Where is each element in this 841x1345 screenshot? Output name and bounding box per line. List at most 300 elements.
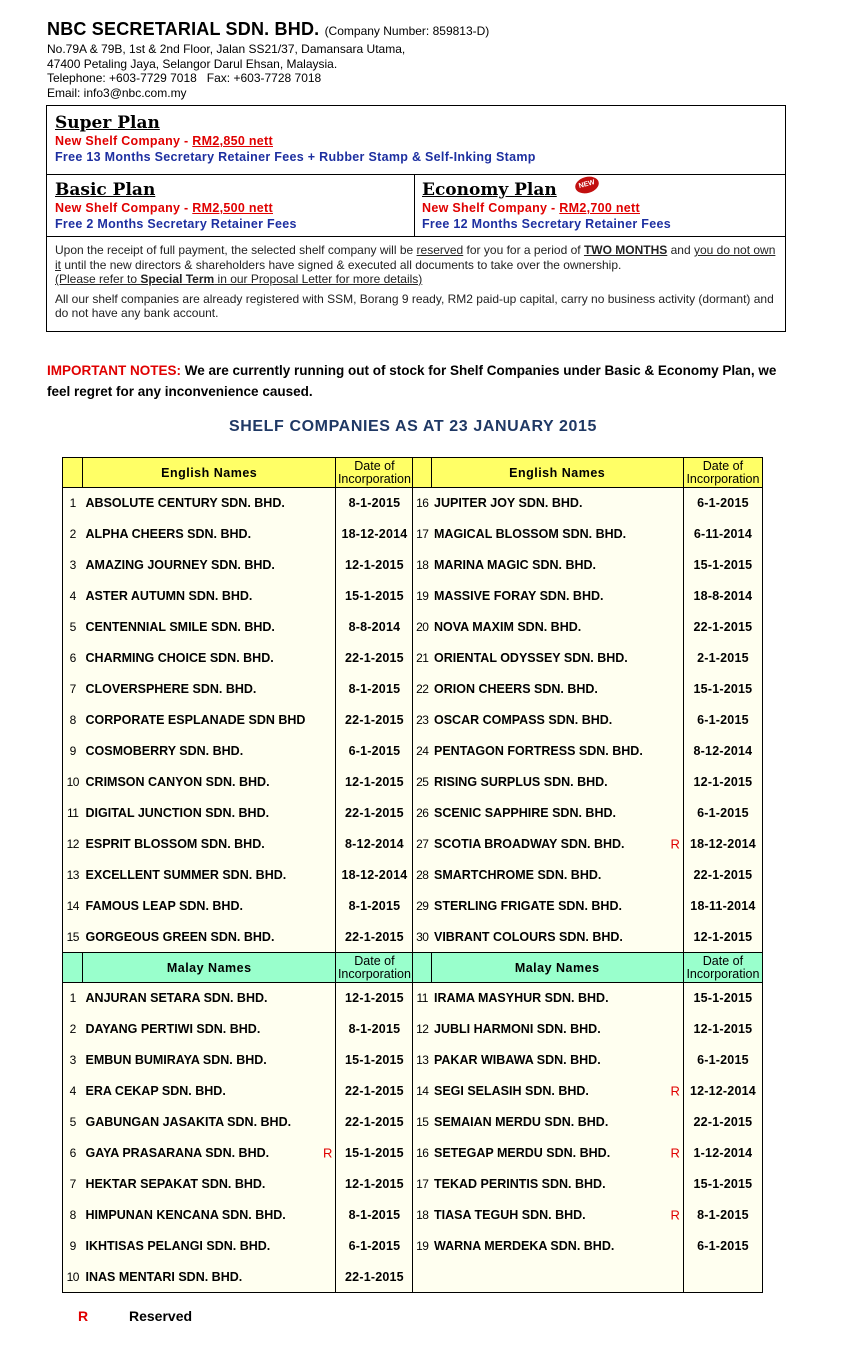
terms-text-d: until the new directors & shareholders have signed & executed all documents to take over the ownership. xyxy=(61,257,622,272)
company-name-cell xyxy=(83,1231,336,1262)
terms-paragraph-1 xyxy=(55,243,777,287)
row-number: 8 xyxy=(63,1200,83,1231)
row-number: 30 xyxy=(413,922,431,953)
incorporation-date: 15-1-2015 xyxy=(683,550,762,581)
super-plan-price xyxy=(55,133,785,149)
row-number: 12 xyxy=(63,829,83,860)
company-name-cell xyxy=(431,1231,683,1262)
company-name-text: GABUNGAN JASAKITA SDN. BHD. xyxy=(85,1115,292,1129)
company-name-cell xyxy=(431,705,683,736)
incorporation-date: 12-1-2015 xyxy=(336,550,413,581)
incorporation-date: 12-12-2014 xyxy=(683,1076,762,1107)
company-name-text: MARINA MAGIC SDN. BHD. xyxy=(434,558,597,572)
important-text: We are currently running out of stock for Shelf Companies under Basic & Economy Plan, we feel regret for any inconvenience caused. xyxy=(47,363,777,399)
reserved-legend-mark: R xyxy=(78,1308,89,1324)
company-name-text: GORGEOUS GREEN SDN. BHD. xyxy=(85,929,275,944)
company-name-text: HEKTAR SEPAKAT SDN. BHD. xyxy=(85,1177,266,1191)
economy-plan-title: Economy Plan xyxy=(422,180,557,200)
company-header xyxy=(47,18,807,100)
names-header: Malay Names xyxy=(83,953,336,983)
reserved-mark: R xyxy=(670,1145,680,1161)
economy-plan-desc: Free 12 Months Secretary Retainer Fees xyxy=(422,217,672,231)
incorporation-date: 1-12-2014 xyxy=(683,1138,762,1169)
company-name-text: DAYANG PERTIWI SDN. BHD. xyxy=(85,1022,261,1036)
company-name-cell xyxy=(83,829,336,860)
company-name-cell xyxy=(431,1076,683,1107)
company-name-cell xyxy=(83,705,336,736)
date-header-line-1: Date of xyxy=(702,458,744,473)
row-number xyxy=(413,1262,431,1293)
company-name-text: SCOTIA BROADWAY SDN. BHD. xyxy=(434,837,625,851)
company-name-cell xyxy=(83,1169,336,1200)
company-name-cell xyxy=(431,1200,683,1231)
reserved-mark: R xyxy=(670,836,680,852)
incorporation-date: 6-1-2015 xyxy=(336,1231,413,1262)
date-header xyxy=(683,458,762,488)
company-name-cell xyxy=(431,1169,683,1200)
row-number: 29 xyxy=(413,891,431,922)
incorporation-date: 8-1-2015 xyxy=(336,1014,413,1045)
company-name-cell xyxy=(83,1014,336,1045)
table-row xyxy=(63,612,763,643)
company-name-text: ORION CHEERS SDN. BHD. xyxy=(434,682,598,696)
company-name-text: IKHTISAS PELANGI SDN. BHD. xyxy=(85,1239,271,1253)
super-plan-title: Super Plan xyxy=(55,113,160,133)
row-number: 5 xyxy=(63,612,83,643)
company-name-cell xyxy=(83,1138,336,1169)
incorporation-date: 2-1-2015 xyxy=(683,643,762,674)
table-row xyxy=(63,643,763,674)
terms-two-months: TWO MONTHS xyxy=(583,243,668,257)
terms-paragraph-2: All our shelf companies are already registered with SSM, Borang 9 ready, RM2 paid-up capital, carry no business activity (dormant) and do not have any bank account. xyxy=(55,291,774,320)
economy-plan-price xyxy=(422,200,785,216)
basic-plan-price xyxy=(55,200,414,216)
row-number: 20 xyxy=(413,612,431,643)
company-name-text: ABSOLUTE CENTURY SDN. BHD. xyxy=(85,496,285,511)
date-header-line-2: Incorporation xyxy=(337,966,411,981)
new-badge-icon: NEW xyxy=(573,174,600,196)
incorporation-date: 22-1-2015 xyxy=(336,922,413,953)
table-row xyxy=(63,1231,763,1262)
row-number: 2 xyxy=(63,519,83,550)
company-name-cell xyxy=(431,519,683,550)
basic-plan-price-value: RM2,500 nett xyxy=(192,201,273,215)
basic-plan-desc: Free 2 Months Secretary Retainer Fees xyxy=(55,217,297,231)
date-header xyxy=(336,953,413,983)
company-name-text: EMBUN BUMIRAYA SDN. BHD. xyxy=(85,1053,267,1067)
reserved-legend-text: Reserved xyxy=(129,1308,193,1324)
date-header xyxy=(683,953,762,983)
row-number: 14 xyxy=(63,891,83,922)
incorporation-date: 22-1-2015 xyxy=(683,1107,762,1138)
row-number: 8 xyxy=(63,705,83,736)
company-name-cell xyxy=(431,798,683,829)
row-number: 9 xyxy=(63,1231,83,1262)
company-name-cell xyxy=(83,1076,336,1107)
names-header: Malay Names xyxy=(431,953,683,983)
row-number: 17 xyxy=(413,519,431,550)
incorporation-date: 18-12-2014 xyxy=(683,829,762,860)
row-number: 22 xyxy=(413,674,431,705)
company-name-text: PENTAGON FORTRESS SDN. BHD. xyxy=(434,744,643,758)
row-number: 27 xyxy=(413,829,431,860)
row-number: 12 xyxy=(413,1014,431,1045)
incorporation-date: 22-1-2015 xyxy=(336,1107,413,1138)
incorporation-date: 8-12-2014 xyxy=(683,736,762,767)
company-name-text: ASTER AUTUMN SDN. BHD. xyxy=(85,589,253,603)
company-name-cell xyxy=(431,922,683,953)
company-name-text: JUPITER JOY SDN. BHD. xyxy=(434,496,583,511)
row-number: 24 xyxy=(413,736,431,767)
table-row xyxy=(63,860,763,891)
super-plan xyxy=(47,106,785,175)
company-name-text: CLOVERSPHERE SDN. BHD. xyxy=(85,682,257,696)
incorporation-date: 8-1-2015 xyxy=(683,1200,762,1231)
company-name-cell xyxy=(83,891,336,922)
incorporation-date: 15-1-2015 xyxy=(683,983,762,1014)
company-name-cell xyxy=(83,767,336,798)
economy-plan-price-prefix: New Shelf Company - xyxy=(422,201,560,215)
table-row xyxy=(63,1045,763,1076)
company-name-cell xyxy=(83,798,336,829)
terms-text xyxy=(47,237,785,326)
date-header-line-2: Incorporation xyxy=(337,471,411,486)
super-plan-desc: Free 13 Months Secretary Retainer Fees + Rubber Stamp & Self-Inking Stamp xyxy=(55,150,536,164)
row-number: 23 xyxy=(413,705,431,736)
company-name-cell xyxy=(83,612,336,643)
company-name-cell xyxy=(83,1200,336,1231)
row-number: 4 xyxy=(63,1076,83,1107)
row-number: 16 xyxy=(413,488,431,519)
incorporation-date: 18-12-2014 xyxy=(336,860,413,891)
company-name-text: FAMOUS LEAP SDN. BHD. xyxy=(85,899,243,913)
incorporation-date: 15-1-2015 xyxy=(683,1169,762,1200)
incorporation-date: 22-1-2015 xyxy=(336,705,413,736)
header-blank xyxy=(413,953,431,983)
super-plan-price-value: RM2,850 nett xyxy=(192,134,273,148)
incorporation-date: 15-1-2015 xyxy=(683,674,762,705)
date-header-line-2: Incorporation xyxy=(686,966,760,981)
date-header-line-1: Date of xyxy=(354,953,395,968)
table-row xyxy=(63,519,763,550)
table-row xyxy=(63,1169,763,1200)
incorporation-date: 12-1-2015 xyxy=(683,922,762,953)
incorporation-date: 12-1-2015 xyxy=(683,1014,762,1045)
row-number: 10 xyxy=(63,767,83,798)
table-row xyxy=(63,1076,763,1107)
row-number: 3 xyxy=(63,1045,83,1076)
company-name-cell xyxy=(83,983,336,1014)
row-number: 3 xyxy=(63,550,83,581)
row-number: 2 xyxy=(63,1014,83,1045)
table-row xyxy=(63,891,763,922)
legend xyxy=(78,1308,193,1324)
incorporation-date: 18-11-2014 xyxy=(683,891,762,922)
incorporation-date: 18-8-2014 xyxy=(683,581,762,612)
company-name-text: SEMAIAN MERDU SDN. BHD. xyxy=(434,1115,609,1129)
table-row xyxy=(63,767,763,798)
company-name-text: WARNA MERDEKA SDN. BHD. xyxy=(434,1239,615,1253)
company-name-text: IRAMA MASYHUR SDN. BHD. xyxy=(434,991,609,1006)
reserved-mark: R xyxy=(322,1145,333,1161)
company-name-text: SCENIC SAPPHIRE SDN. BHD. xyxy=(434,806,616,820)
company-name-cell xyxy=(431,767,683,798)
row-number: 26 xyxy=(413,798,431,829)
incorporation-date: 12-1-2015 xyxy=(336,1169,413,1200)
row-number: 28 xyxy=(413,860,431,891)
row-number: 21 xyxy=(413,643,431,674)
row-number: 1 xyxy=(63,488,83,519)
incorporation-date: 6-11-2014 xyxy=(683,519,762,550)
company-name-text: CRIMSON CANYON SDN. BHD. xyxy=(85,775,270,789)
company-name-cell xyxy=(431,643,683,674)
company-number: (Company Number: 859813-D) xyxy=(324,24,490,38)
incorporation-date: 12-1-2015 xyxy=(683,767,762,798)
table-row xyxy=(63,983,763,1014)
economy-plan xyxy=(415,175,785,237)
table-row xyxy=(63,1200,763,1231)
company-name-line xyxy=(47,18,807,42)
incorporation-date: 6-1-2015 xyxy=(683,1231,762,1262)
company-name-cell xyxy=(431,488,683,519)
company-name-text: JUBLI HARMONI SDN. BHD. xyxy=(434,1022,601,1036)
company-name-text: NOVA MAXIM SDN. BHD. xyxy=(434,620,582,634)
company-name-cell xyxy=(83,1262,336,1293)
incorporation-date: 18-12-2014 xyxy=(336,519,413,550)
table-row xyxy=(63,736,763,767)
incorporation-date: 8-8-2014 xyxy=(336,612,413,643)
row-number: 16 xyxy=(413,1138,431,1169)
table-row xyxy=(63,829,763,860)
company-name-text: GAYA PRASARANA SDN. BHD. xyxy=(85,1146,270,1160)
incorporation-date: 15-1-2015 xyxy=(336,581,413,612)
terms-text-b: for you for a period of xyxy=(463,243,584,257)
incorporation-date: 22-1-2015 xyxy=(683,860,762,891)
row-number: 4 xyxy=(63,581,83,612)
incorporation-date: 15-1-2015 xyxy=(336,1045,413,1076)
super-plan-price-prefix: New Shelf Company - xyxy=(55,134,193,148)
terms-not-own: you do not own it xyxy=(55,243,776,272)
table-row xyxy=(63,922,763,953)
company-name-text: OSCAR COMPASS SDN. BHD. xyxy=(434,713,613,727)
row-number: 13 xyxy=(413,1045,431,1076)
reserved-mark: R xyxy=(670,1207,680,1223)
date-header-line-2: Incorporation xyxy=(686,471,760,486)
company-name-cell xyxy=(83,643,336,674)
header-blank xyxy=(413,458,431,488)
company-name-cell xyxy=(83,550,336,581)
incorporation-date: 8-1-2015 xyxy=(336,488,413,519)
company-name-cell xyxy=(431,1045,683,1076)
company-name-cell xyxy=(83,1045,336,1076)
company-name-text: PAKAR WIBAWA SDN. BHD. xyxy=(434,1053,601,1067)
company-name-cell xyxy=(431,1262,683,1293)
row-number: 19 xyxy=(413,1231,431,1262)
address-line-1: No.79A & 79B, 1st & 2nd Floor, Jalan SS21/37, Damansara Utama, xyxy=(47,42,406,56)
company-name-cell xyxy=(431,581,683,612)
company-name-cell xyxy=(83,488,336,519)
company-name-text: VIBRANT COLOURS SDN. BHD. xyxy=(434,929,623,944)
company-name-text: RISING SURPLUS SDN. BHD. xyxy=(434,775,608,789)
table-row xyxy=(63,550,763,581)
row-number: 5 xyxy=(63,1107,83,1138)
date-header-line-1: Date of xyxy=(354,458,395,473)
important-label: IMPORTANT NOTES: xyxy=(47,363,181,378)
company-name-text: STERLING FRIGATE SDN. BHD. xyxy=(434,899,622,913)
row-number: 7 xyxy=(63,674,83,705)
table-row xyxy=(63,488,763,519)
row-number: 7 xyxy=(63,1169,83,1200)
company-name-cell xyxy=(83,1107,336,1138)
company-name-text: MAGICAL BLOSSOM SDN. BHD. xyxy=(434,527,627,541)
email: Email: info3@nbc.com.my xyxy=(47,85,187,100)
basic-plan-title: Basic Plan xyxy=(55,180,156,200)
english-header-row xyxy=(63,458,763,488)
table-row xyxy=(63,1014,763,1045)
incorporation-date: 6-1-2015 xyxy=(683,488,762,519)
company-name-text: HIMPUNAN KENCANA SDN. BHD. xyxy=(85,1208,286,1222)
company-name-cell xyxy=(83,736,336,767)
row-number: 9 xyxy=(63,736,83,767)
company-name-text: AMAZING JOURNEY SDN. BHD. xyxy=(85,558,275,572)
company-name-text: CHARMING CHOICE SDN. BHD. xyxy=(85,651,274,665)
row-number: 18 xyxy=(413,550,431,581)
company-name-cell xyxy=(83,860,336,891)
telephone-fax: Telephone: +603-7729 7018 Fax: +603-7728 7018 xyxy=(47,71,322,86)
company-name-cell xyxy=(83,581,336,612)
date-header-line-1: Date of xyxy=(702,953,744,968)
company-name-cell xyxy=(431,736,683,767)
table-row xyxy=(63,1138,763,1169)
company-name-text: SMARTCHROME SDN. BHD. xyxy=(434,868,602,882)
company-name-cell xyxy=(83,922,336,953)
table-row xyxy=(63,798,763,829)
incorporation-date: 8-1-2015 xyxy=(336,674,413,705)
row-number: 17 xyxy=(413,1169,431,1200)
row-number: 18 xyxy=(413,1200,431,1231)
table-row xyxy=(63,1107,763,1138)
company-name-cell xyxy=(83,519,336,550)
list-title: SHELF COMPANIES AS AT 23 JANUARY 2015 xyxy=(228,418,598,435)
company-name-text: ALPHA CHEERS SDN. BHD. xyxy=(85,527,252,541)
incorporation-date: 22-1-2015 xyxy=(336,643,413,674)
incorporation-date: 15-1-2015 xyxy=(336,1138,413,1169)
incorporation-date: 22-1-2015 xyxy=(336,1076,413,1107)
economy-plan-price-value: RM2,700 nett xyxy=(559,201,640,215)
row-number: 11 xyxy=(413,983,431,1014)
terms-text-a: Upon the receipt of full payment, the selected shelf company will be xyxy=(55,243,417,257)
incorporation-date: 22-1-2015 xyxy=(336,1262,413,1293)
terms-refer xyxy=(55,272,422,286)
company-name-text: INAS MENTARI SDN. BHD. xyxy=(85,1269,243,1284)
terms-special-term: Special Term xyxy=(140,272,215,286)
header-blank xyxy=(63,458,83,488)
terms-refer-b: in our Proposal Letter for more details) xyxy=(214,272,423,286)
row-number: 25 xyxy=(413,767,431,798)
company-name-cell xyxy=(431,550,683,581)
company-name-text: ERA CEKAP SDN. BHD. xyxy=(85,1084,226,1098)
company-name-text: ORIENTAL ODYSSEY SDN. BHD. xyxy=(434,651,628,665)
company-name-text: ESPRIT BLOSSOM SDN. BHD. xyxy=(85,837,265,851)
incorporation-date xyxy=(683,1262,762,1293)
company-name-text: TEKAD PERINTIS SDN. BHD. xyxy=(434,1177,606,1191)
incorporation-date: 12-1-2015 xyxy=(336,767,413,798)
company-name-text: COSMOBERRY SDN. BHD. xyxy=(85,744,244,758)
malay-header-row xyxy=(63,953,763,983)
basic-plan xyxy=(47,175,415,237)
company-name-text: MASSIVE FORAY SDN. BHD. xyxy=(434,589,604,603)
table-row xyxy=(63,1262,763,1293)
shelf-companies-table xyxy=(62,457,763,1293)
company-name-cell xyxy=(431,860,683,891)
company-name-text: CORPORATE ESPLANADE SDN BHD xyxy=(85,713,306,727)
row-number: 6 xyxy=(63,1138,83,1169)
row-number: 19 xyxy=(413,581,431,612)
incorporation-date: 22-1-2015 xyxy=(683,612,762,643)
incorporation-date: 8-12-2014 xyxy=(336,829,413,860)
row-number: 14 xyxy=(413,1076,431,1107)
company-name-text: EXCELLENT SUMMER SDN. BHD. xyxy=(85,868,287,882)
table-row xyxy=(63,674,763,705)
incorporation-date: 12-1-2015 xyxy=(336,983,413,1014)
company-name-text: DIGITAL JUNCTION SDN. BHD. xyxy=(85,806,270,820)
company-name: NBC SECRETARIAL SDN. BHD. xyxy=(47,19,320,39)
reserved-mark: R xyxy=(670,1083,680,1099)
incorporation-date: 8-1-2015 xyxy=(336,891,413,922)
row-number: 6 xyxy=(63,643,83,674)
address-line-2: 47400 Petaling Jaya, Selangor Darul Ehsan, Malaysia. xyxy=(47,56,338,71)
company-name-text: SEGI SELASIH SDN. BHD. xyxy=(434,1084,589,1098)
row-number: 11 xyxy=(63,798,83,829)
incorporation-date: 6-1-2015 xyxy=(683,798,762,829)
company-name-text: TIASA TEGUH SDN. BHD. xyxy=(434,1208,586,1222)
incorporation-date: 6-1-2015 xyxy=(336,736,413,767)
company-name-cell xyxy=(431,612,683,643)
incorporation-date: 8-1-2015 xyxy=(336,1200,413,1231)
row-number: 15 xyxy=(413,1107,431,1138)
incorporation-date: 22-1-2015 xyxy=(336,798,413,829)
company-name-cell xyxy=(431,1138,683,1169)
incorporation-date: 6-1-2015 xyxy=(683,705,762,736)
row-number: 1 xyxy=(63,983,83,1014)
terms-refer-a: (Please refer to xyxy=(55,272,141,286)
company-name-cell xyxy=(431,674,683,705)
company-name-cell xyxy=(431,891,683,922)
company-name-text: CENTENNIAL SMILE SDN. BHD. xyxy=(85,620,275,634)
plans-box xyxy=(46,105,786,332)
terms-reserved: reserved xyxy=(416,243,464,257)
header-blank xyxy=(63,953,83,983)
company-name-text: SETEGAP MERDU SDN. BHD. xyxy=(434,1146,611,1160)
important-notes xyxy=(47,360,792,402)
table-row xyxy=(63,581,763,612)
names-header: English Names xyxy=(83,458,336,488)
company-name-cell xyxy=(431,1107,683,1138)
terms-text-c: and xyxy=(667,243,694,257)
date-header xyxy=(336,458,413,488)
company-name-cell xyxy=(83,674,336,705)
basic-plan-price-prefix: New Shelf Company - xyxy=(55,201,193,215)
company-name-cell xyxy=(431,829,683,860)
company-name-cell xyxy=(431,1014,683,1045)
company-name-text: ANJURAN SETARA SDN. BHD. xyxy=(85,991,268,1006)
row-number: 13 xyxy=(63,860,83,891)
row-number: 10 xyxy=(63,1262,83,1293)
names-header: English Names xyxy=(431,458,683,488)
company-name-cell xyxy=(431,983,683,1014)
table-row xyxy=(63,705,763,736)
row-number: 15 xyxy=(63,922,83,953)
